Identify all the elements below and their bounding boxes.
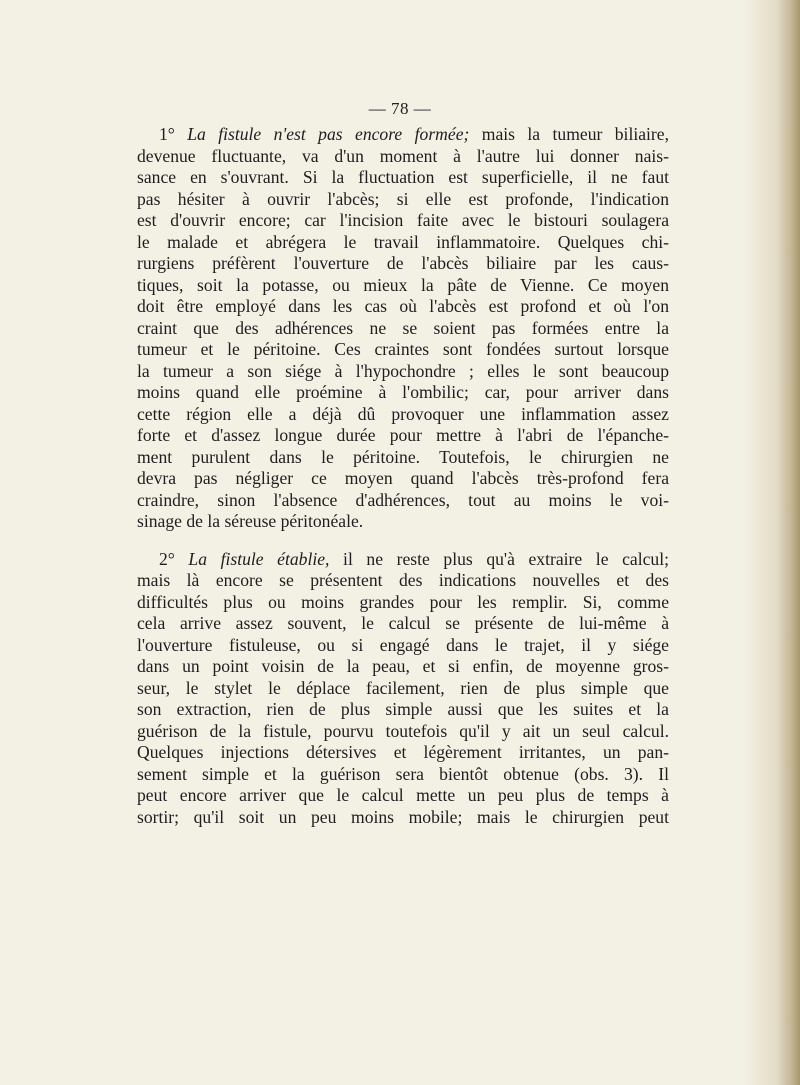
text-line: le malade et abrégera le travail inflammatoire. Quelques chi- [137,231,669,252]
text-line: seur, le stylet le déplace facilement, rien de plus simple que [137,677,669,698]
text-line: guérison de la fistule, pourvu toutefois qu'il y ait un seul calcul. [137,720,669,741]
text-line: difficultés plus ou moins grandes pour les remplir. Si, comme [137,591,669,612]
paragraph-1 [137,124,669,533]
text-line: craindre, sinon l'absence d'adhérences, tout au moins le voi- [137,489,669,510]
text-line: moins quand elle proémine à l'ombilic; car, pour arriver dans [137,382,669,402]
text-line: la tumeur a son siége à l'hypochondre ; elles le sont beaucoup [137,360,669,381]
text-line: mais là encore se présentent des indications nouvelles et des [137,570,669,590]
text-line: son extraction, rien de plus simple aussi que les suites et la [137,699,669,719]
text-line: craint que des adhérences ne se soient pas formées entre la [137,317,669,338]
text-segment: mais la tumeur biliaire, [469,124,669,144]
text-line: devenue fluctuante, va d'un moment à l'autre lui donner nais- [137,145,669,166]
text-line: Quelques injections détersives et légèrement irritantes, un pan- [137,742,669,762]
text-segment: il ne reste plus qu'à extraire le calcul; [329,548,669,569]
page-edge-shading [778,0,800,1085]
text-line: forte et d'assez longue durée pour mettre à l'abri de l'épanche- [137,425,669,445]
body-text [137,124,669,828]
text-line: rurgiens préfèrent l'ouverture de l'abcès biliaire par les caus- [137,253,669,273]
list-number: 1° [159,124,188,144]
text-line: sortir; qu'il soit un peu moins mobile; mais le chirurgien peut [137,806,669,827]
text-line: est d'ouvrir encore; car l'incision faite avec le bistouri soulagera [137,210,669,230]
text-line: doit être employé dans les cas où l'abcès est profond et où l'on [137,296,669,316]
text-line: sance en s'ouvrant. Si la fluctuation est superficielle, il ne faut [137,167,669,187]
text-line: devra pas négliger ce moyen quand l'abcès très-profond fera [137,468,669,488]
section-heading-italic: La fistule n'est pas encore formée; [187,124,470,144]
text-line: sement simple et la guérison sera bientôt obtenue (obs. 3). Il [137,763,669,784]
text-line: tumeur et le péritoine. Ces craintes sont fondées surtout lorsque [137,339,669,359]
text-line: ment purulent dans le péritoine. Toutefois, le chirurgien ne [137,446,669,467]
paragraph-2 [137,549,669,829]
text-line: peut encore arriver que le calcul mette un peu plus de temps à [137,785,669,805]
section-heading-italic: La fistule établie, [188,548,330,569]
text-line: cela arrive assez souvent, le calcul se présente de lui-même à [137,613,669,633]
list-number: 2° [159,548,189,569]
text-line: dans un point voisin de la peau, et si enfin, de moyenne gros- [137,656,669,676]
text-line [137,549,669,571]
text-line: sinage de la séreuse péritonéale. [137,511,364,531]
text-line: pas hésiter à ouvrir l'abcès; si elle est profonde, l'indication [137,188,669,209]
text-line [137,124,669,146]
paragraph-spacer [137,533,669,549]
text-line: cette région elle a déjà dû provoquer une inflammation assez [137,403,669,424]
page-number: — 78 — [368,99,432,118]
text-line: l'ouverture fistuleuse, ou si engagé dans le trajet, il y siége [137,634,669,655]
text-line: tiques, soit la potasse, ou mieux la pâte de Vienne. Ce moyen [137,274,669,295]
